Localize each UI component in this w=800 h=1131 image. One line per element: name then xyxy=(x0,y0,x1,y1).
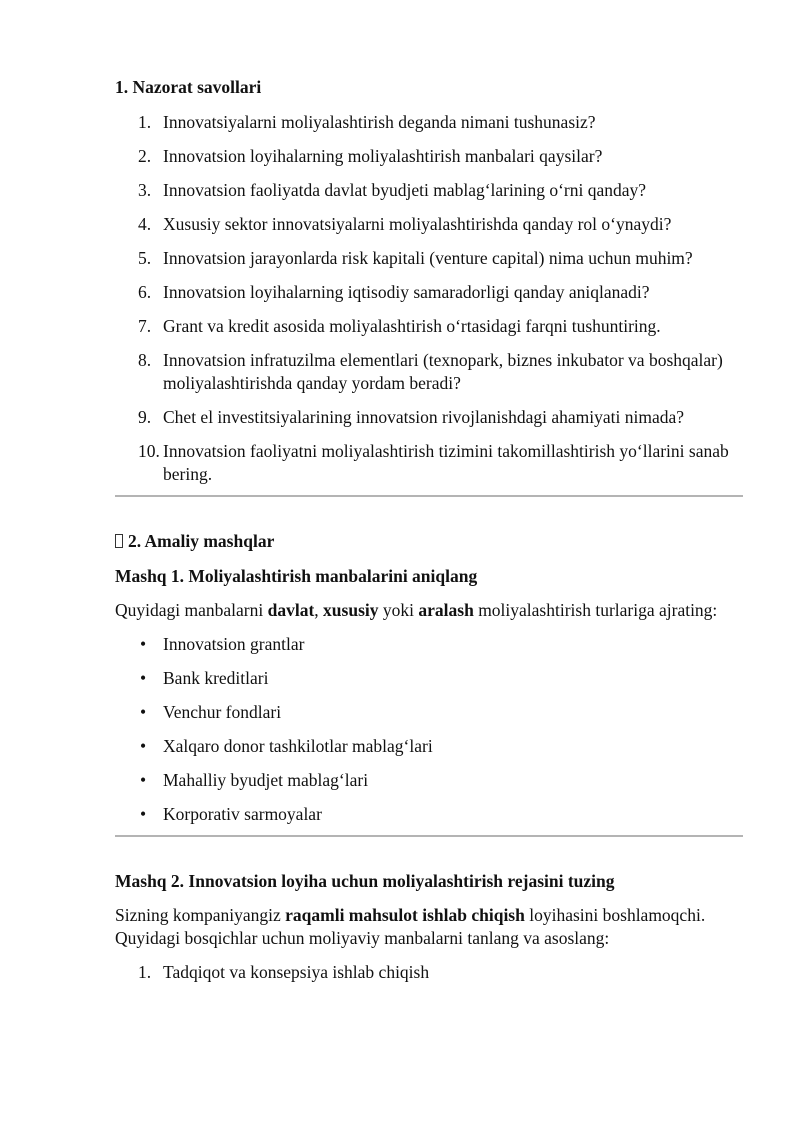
bullet-icon: • xyxy=(140,634,147,654)
intro-bold-product: raqamli mahsulot ishlab chiqish xyxy=(285,905,525,925)
list-item xyxy=(115,701,743,724)
intro-text: Quyidagi manbalarni xyxy=(115,600,268,620)
intro-text: yoki xyxy=(378,600,419,620)
list-number: 9. xyxy=(138,407,152,427)
question-text: Innovatsion loyihalarning moliyalashtirish manbalari qaysilar? xyxy=(163,146,603,166)
intro-text: , xyxy=(314,600,324,620)
list-item xyxy=(115,145,743,168)
bullet-icon: • xyxy=(140,770,147,790)
source-text: Mahalliy byudjet mablag‘lari xyxy=(163,770,369,790)
list-item xyxy=(115,961,743,984)
source-text: Innovatsion grantlar xyxy=(163,634,305,654)
section2-heading-text: 2. Amaliy mashqlar xyxy=(128,531,275,551)
list-item xyxy=(115,440,743,486)
list-item xyxy=(115,213,743,236)
list-item xyxy=(115,769,743,792)
intro-text: loyihasini boshlamoqchi. Quyidagi bosqichlar uchun moliyaviy manbalarni tanlang va asoslang: xyxy=(115,905,706,948)
list-item xyxy=(115,735,743,758)
question-text: Innovatsion loyihalarning iqtisodiy samaradorligi qanday aniqlanadi? xyxy=(163,282,650,302)
list-number: 4. xyxy=(138,214,152,234)
list-item xyxy=(115,803,743,826)
document-content xyxy=(115,76,743,995)
question-text: Innovatsion jarayonlarda risk kapitali (venture capital) nima uchun muhim? xyxy=(163,248,693,268)
list-number: 8. xyxy=(138,350,152,370)
list-number: 5. xyxy=(138,248,152,268)
list-item xyxy=(115,247,743,270)
missing-glyph-icon xyxy=(115,534,123,548)
intro-text: Sizning kompaniyangiz xyxy=(115,905,286,925)
horizontal-rule xyxy=(115,835,743,837)
source-text: Venchur fondlari xyxy=(163,702,282,722)
question-text: Innovatsiyalarni moliyalashtirish deganda nimani tushunasiz? xyxy=(163,112,596,132)
question-text: Innovatsion faoliyatni moliyalashtirish tizimini takomillashtirish yo‘llarini sanab bering. xyxy=(163,441,729,484)
list-item xyxy=(115,406,743,429)
list-item xyxy=(115,633,743,656)
question-text: Grant va kredit asosida moliyalashtirish o‘rtasidagi farqni tushuntiring. xyxy=(163,316,661,336)
exercise1-heading: Mashq 1. Moliyalashtirish manbalarini aniqlang xyxy=(115,566,478,586)
list-number: 6. xyxy=(138,282,152,302)
list-item xyxy=(115,111,743,134)
source-text: Bank kreditlari xyxy=(163,668,269,688)
list-item xyxy=(115,281,743,304)
list-number: 3. xyxy=(138,180,152,200)
question-text: Innovatsion infratuzilma elementlari (texnopark, biznes inkubator va boshqalar) moliyalashtirishda qanday yordam beradi? xyxy=(163,350,723,393)
question-text: Innovatsion faoliyatda davlat byudjeti mablag‘larining o‘rni qanday? xyxy=(163,180,647,200)
intro-text: moliyalashtirish turlariga ajrating: xyxy=(473,600,718,620)
funding-sources-list xyxy=(115,633,743,826)
question-text: Chet el investitsiyalarining innovatsion rivojlanishdagi ahamiyati nimada? xyxy=(163,407,685,427)
step-text: Tadqiqot va konsepsiya ishlab chiqish xyxy=(163,962,430,982)
list-item xyxy=(115,667,743,690)
list-number: 7. xyxy=(138,316,152,336)
horizontal-rule xyxy=(115,495,743,497)
bullet-icon: • xyxy=(140,804,147,824)
list-number: 10. xyxy=(138,441,160,461)
plan-steps-list xyxy=(115,961,743,984)
bullet-icon: • xyxy=(140,736,147,756)
list-item xyxy=(115,179,743,202)
exercise2-heading: Mashq 2. Innovatsion loyiha uchun moliyalashtirish rejasini tuzing xyxy=(115,871,615,891)
section2-heading xyxy=(115,530,743,553)
bullet-icon: • xyxy=(140,668,147,688)
list-item xyxy=(115,349,743,395)
source-text: Xalqaro donor tashkilotlar mablag‘lari xyxy=(163,736,433,756)
question-text: Xususiy sektor innovatsiyalarni moliyalashtirishda qanday rol o‘ynaydi? xyxy=(163,214,672,234)
section1-heading: 1. Nazorat savollari xyxy=(115,77,262,97)
intro-bold-xususiy: xususiy xyxy=(323,600,379,620)
exercise2-intro xyxy=(115,904,743,950)
bullet-icon: • xyxy=(140,702,147,722)
list-item xyxy=(115,315,743,338)
list-number: 1. xyxy=(138,112,152,132)
intro-bold-aralash: aralash xyxy=(418,600,474,620)
exercise1-intro xyxy=(115,599,743,622)
source-text: Korporativ sarmoyalar xyxy=(163,804,322,824)
intro-bold-davlat: davlat xyxy=(267,600,315,620)
list-number: 2. xyxy=(138,146,152,166)
list-number: 1. xyxy=(138,962,152,982)
control-questions-list xyxy=(115,111,743,486)
